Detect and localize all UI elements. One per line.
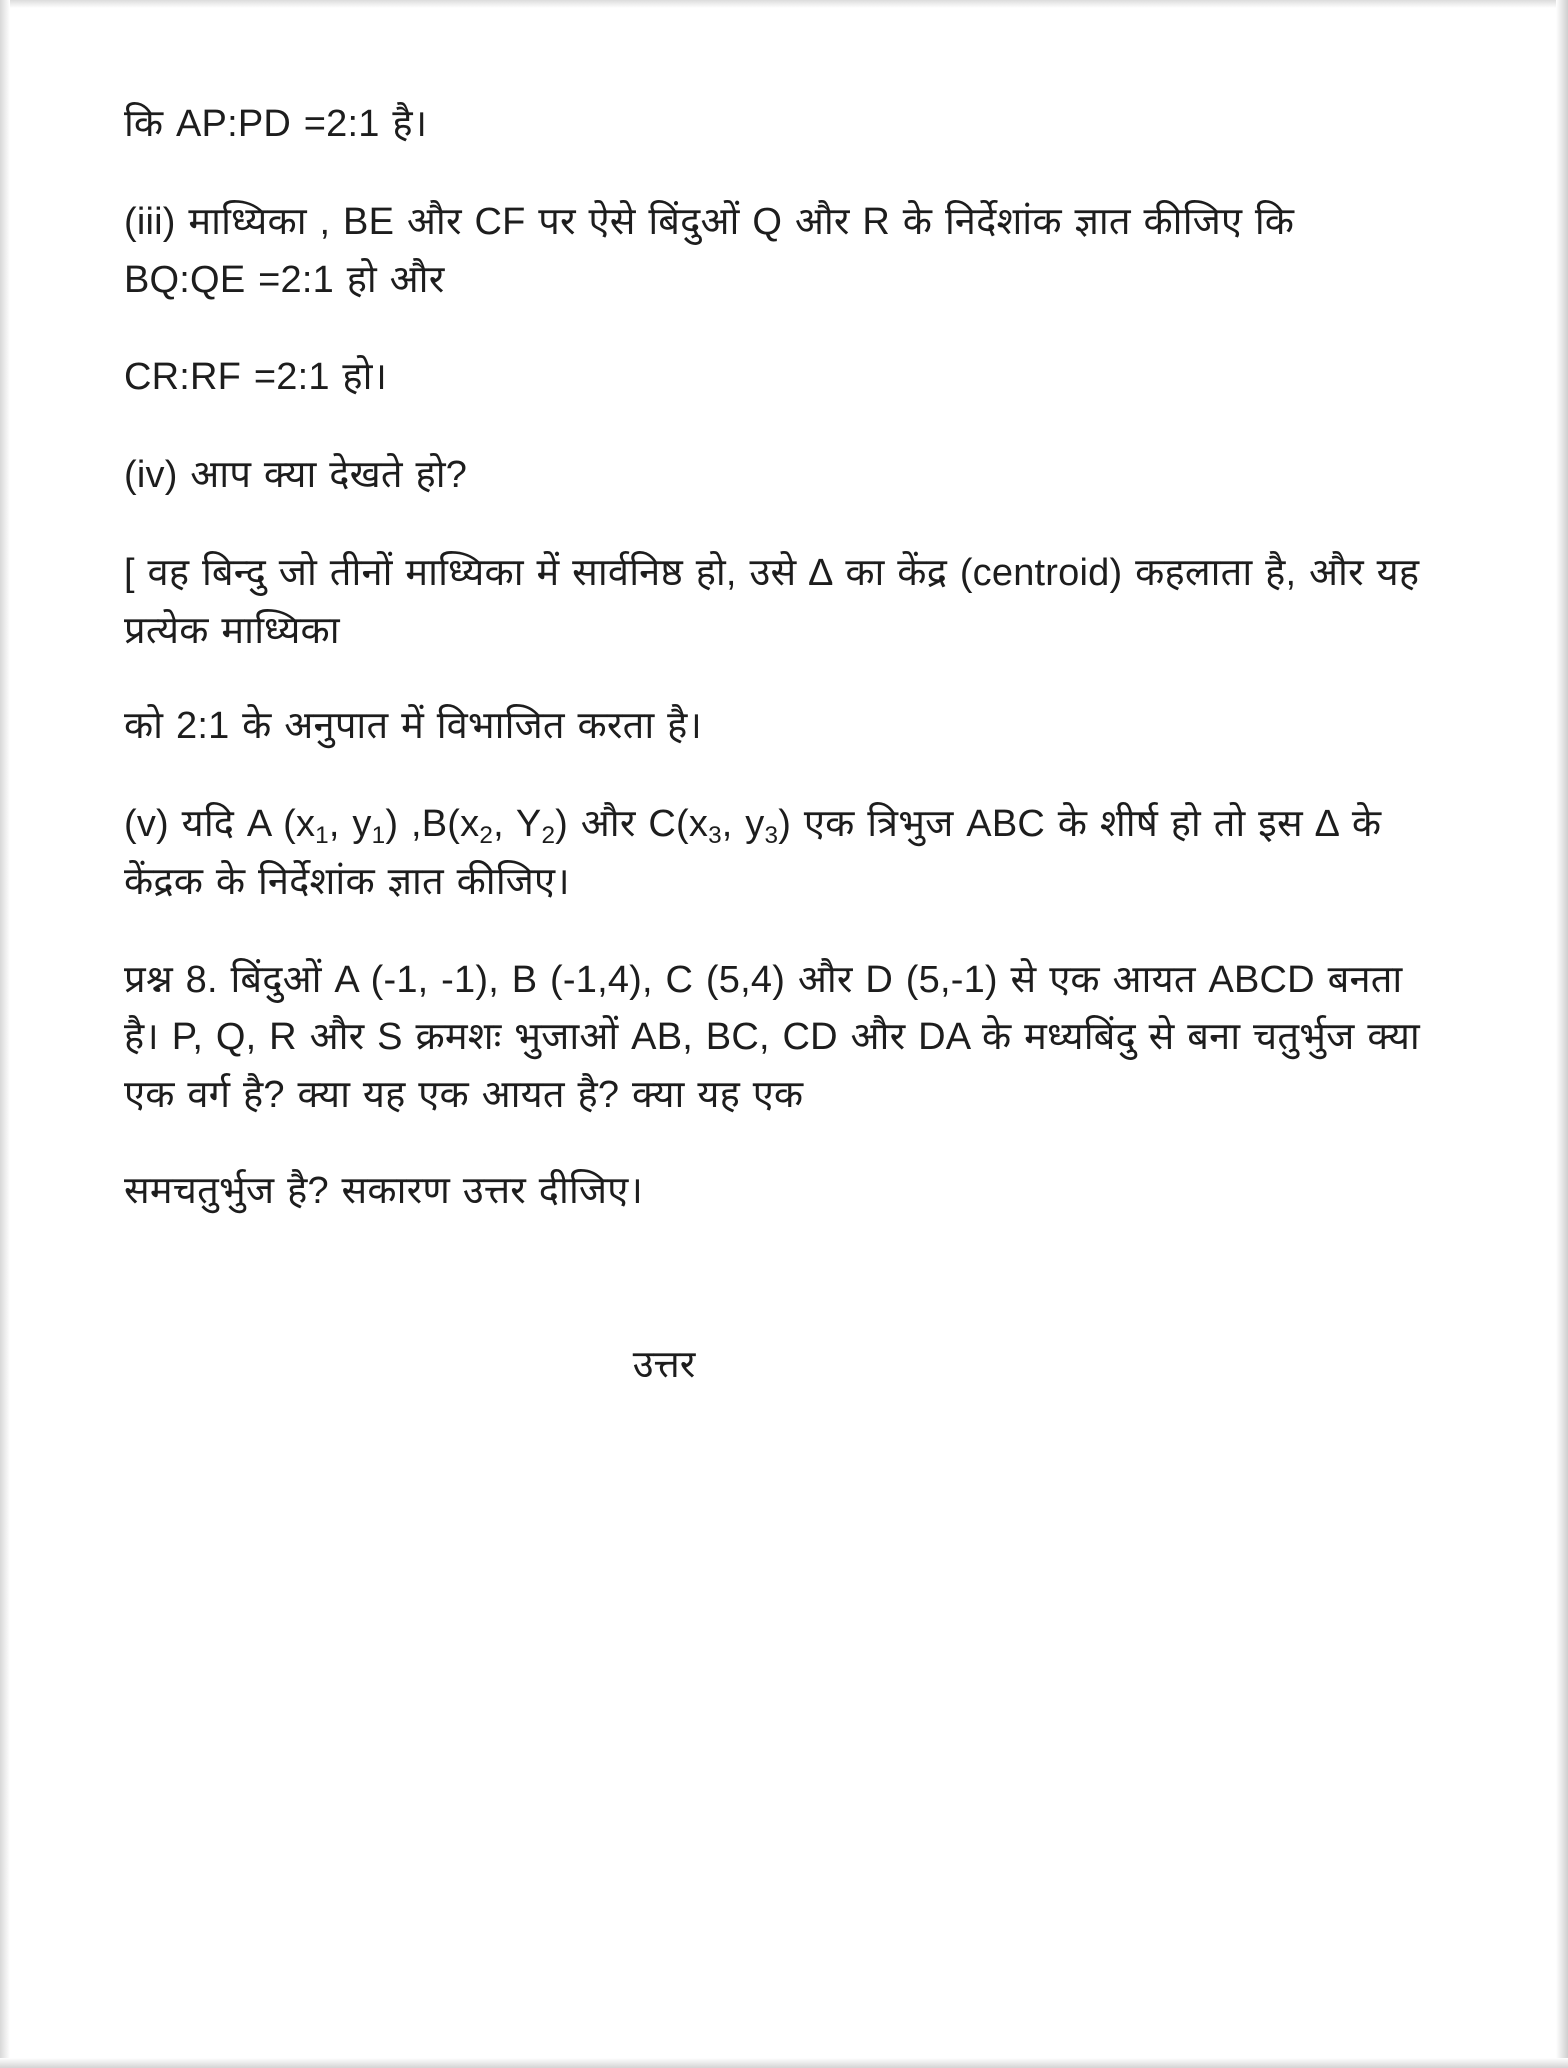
scan-edge-right	[1556, 0, 1568, 2068]
paragraph-question-8: प्रश्न 8. बिंदुओं A (-1, -1), B (-1,4), C (5,4) और D (5,-1) से एक आयत ABCD बनता है। P, Q, R और S क्रमशः भुजाओं AB, BC, CD और DA के मध्यबिंदु से बना चतुर्भुज क्या एक वर्ग है? क्या यह एक आयत है? क्या यह एक	[124, 958, 1420, 1116]
paragraph-item-iv: (iv) आप क्या देखते हो?	[124, 454, 468, 496]
paragraph-question-8-continued: समचतुर्भुज है? सकारण उत्तर दीजिए।	[124, 1169, 644, 1212]
paragraph-centroid-ratio-note: को 2:1 के अनुपात में विभाजित करता है।	[124, 705, 703, 748]
paragraph-ap-pd-ratio: कि AP:PD =2:1 है।	[124, 103, 428, 145]
paragraph-item-iii: (iii) माध्यिका , BE और CF पर ऐसे बिंदुओं Q और R के निर्देशांक ज्ञात कीजिए कि BQ:QE =2:1 हो और	[124, 200, 1295, 301]
document-body	[124, 96, 1424, 1394]
scan-edge-bottom	[0, 2058, 1568, 2068]
scan-edge-top	[0, 0, 1568, 8]
answer-heading: उत्तर	[632, 1343, 696, 1386]
scan-edge-left	[0, 0, 10, 2068]
paragraph-centroid-note: [ वह बिन्दु जो तीनों माध्यिका में सार्वनिष्ठ हो, उसे ∆ का केंद्र (centroid) कहलाता है, और यह प्रत्येक माध्यिका	[124, 551, 1420, 652]
paragraph-cr-rf-ratio: CR:RF =2:1 हो।	[124, 356, 388, 399]
paragraph-item-v: (v) यदि A ($x_1$, $y_1$) $,B(x_2$, $Y_2$) और $C(x_3$, $y_3$) एक त्रिभुज ABC के शीर्ष हो तो इस ∆ के केंद्रक के निर्देशांक ज्ञात कीजिए।	[124, 803, 1382, 903]
